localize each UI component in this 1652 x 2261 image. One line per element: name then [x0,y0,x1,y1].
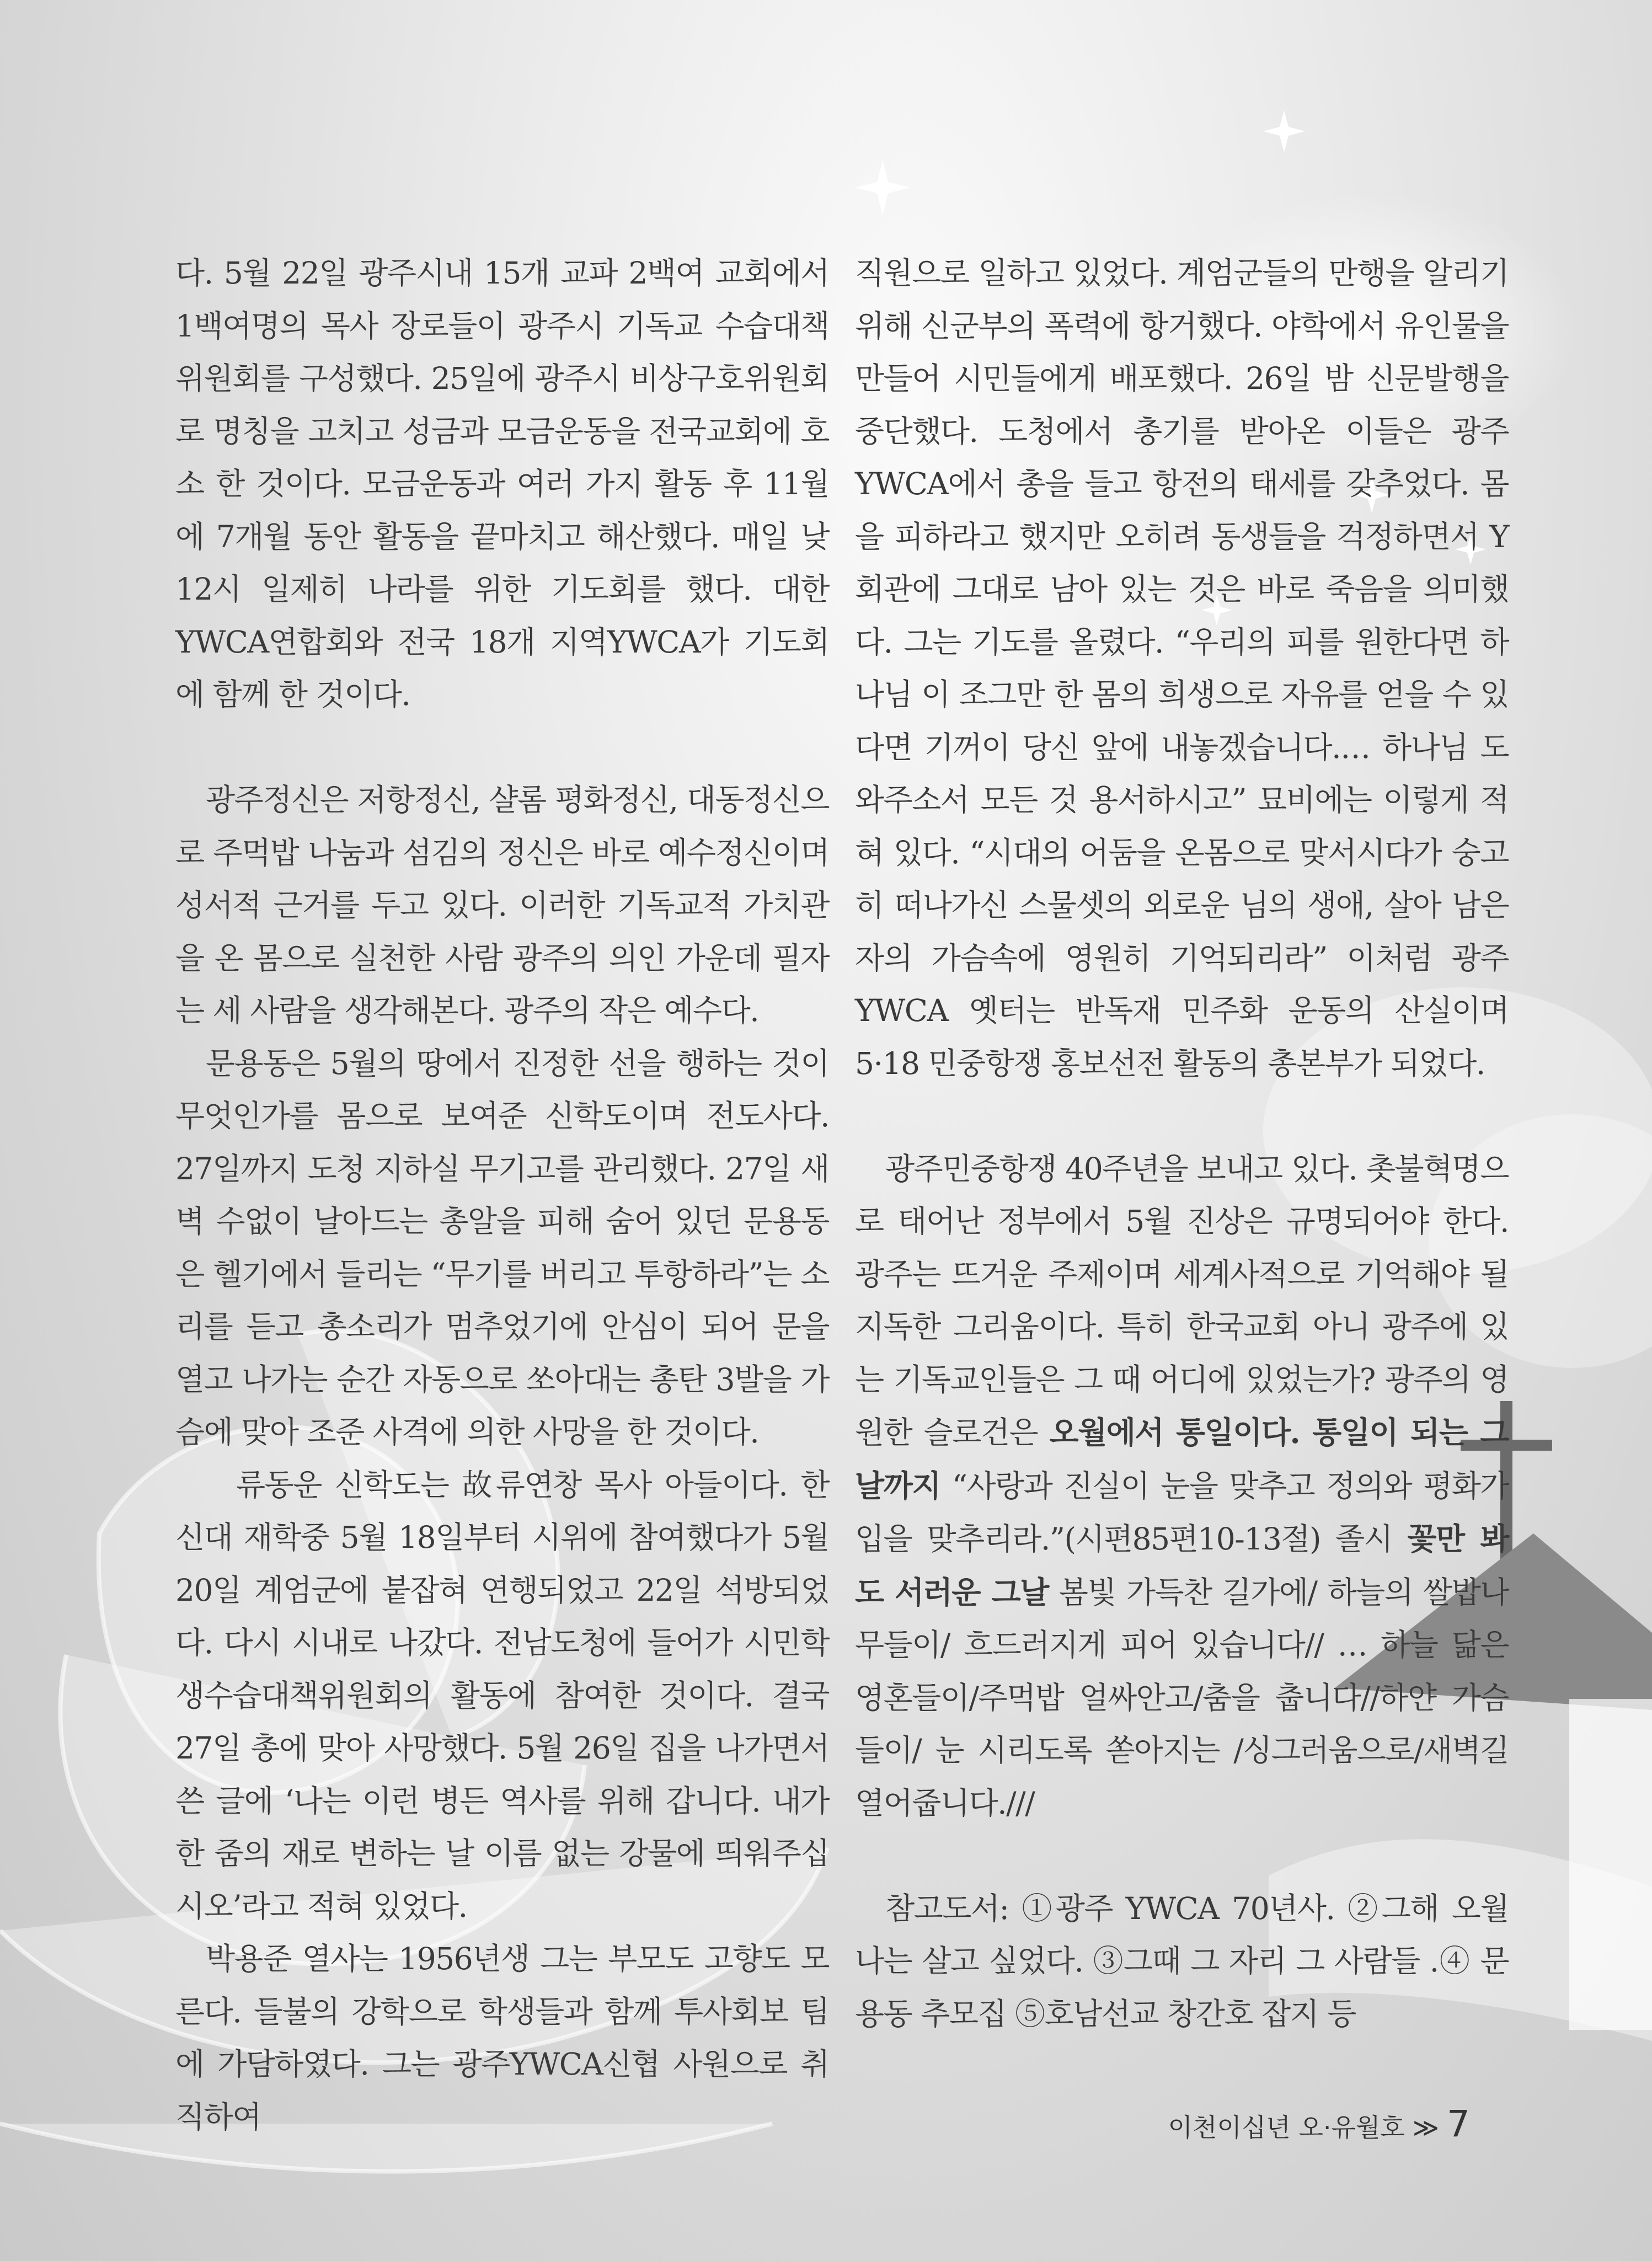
paragraph: 직원으로 일하고 있었다. 계엄군들의 만행을 알리기 위해 신군부의 폭력에 항거했다. 야학에서 유인물을 만들어 시민들에게 배포했다. 26일 밤 신문발행을 중단했다. 도청에서 총기를 받아온 이들은 광주YWCA에서 총을 들고 항전의 태세를 갖추었다. 몸을 피하라고 했지만 오히려 동생들을 걱정하면서 Y회관에 그대로 남아 있는 것은 바로 죽음을 의미했다. 그는 기도를 올렸다. “우리의 피를 원한다면 하나님 이 조그만 한 몸의 희생으로 자유를 얻을 수 있다면 기꺼이 당신 앞에 내놓겠습니다.… 하나님 도와주소서 모든 것 용서하시고” 묘비에는 이렇게 적혀 있다. “시대의 어둠을 온몸으로 맞서시다가 숭고히 떠나가신 스물셋의 외로운 님의 생애, 살아 남은자의 가슴속에 영원히 기억되리라” 이처럼 광주YWCA 옛터는 반독재 민주화 운동의 산실이며 5·18 민중항쟁 홍보선전 활동의 총본부가 되었다. [855,255,1509,1081]
paragraph: 박용준 열사는 1956년생 그는 부모도 고향도 모른다. 들불의 강학으로 학생들과 함께 투사회보 팀에 가담하였다. 그는 광주YWCA신협 사원으로 취직하여 [175,1941,829,2135]
left-column [175,247,829,2144]
double-chevron-icon: ≫ [1412,2113,1439,2142]
paragraph: 광주정신은 저항정신, 샬롬 평화정신, 대동정신으로 주먹밥 나눔과 섬김의 정신은 바로 예수정신이며 성서적 근거를 두고 있다. 이러한 기독교적 가치관을 온 몸으로 실천한 사람 광주의 의인 가운데 필자는 세 사람을 생각해본다. 광주의 작은 예수다. [175,782,829,1028]
page-number: 7 [1447,2103,1470,2145]
paragraph [855,1143,1509,1830]
references: 참고도서: ①광주 YWCA 70년사. ②그해 오월 나는 살고 싶었다. ③그때 그 자리 그 사람들 .④ 문용동 추모집 ⑤호남선교 창간호 잡지 등 [855,1890,1509,2032]
bold-slogan: 오월에서 통일이다. 통일이 되는 그 날까지 [855,1414,1509,1504]
paragraph: 문용동은 5월의 땅에서 진정한 선을 행하는 것이 무엇인가를 몸으로 보여준 신학도이며 전도사다. 27일까지 도청 지하실 무기고를 관리했다. 27일 새벽 수없이 날아드는 총알을 피해 숨어 있던 문용동은 헬기에서 들리는 “무기를 버리고 투항하라”는 소리를 듣고 총소리가 멈추었기에 안심이 되어 문을 열고 나가는 순간 자동으로 쏘아대는 총탄 3발을 가슴에 맞아 조준 사격에 의한 사망을 한 것이다. [175,1045,829,1450]
paragraph-text: 광주민중항쟁 40주년을 보내고 있다. 촛불혁명으로 태어난 정부에서 5월 진상은 규명되어야 한다. 광주는 뜨거운 주제이며 세계사적으로 기억해야 될 지독한 그리움이다. 특히 한국교회 아니 광주에 있는 기독교인들은 그 때 어디에 있었는가? 광주의 영원한 슬로건은 [855,1151,1509,1450]
paragraph: 류동운 신학도는 故류연창 목사 아들이다. 한신대 재학중 5월 18일부터 시위에 참여했다가 5월 20일 계엄군에 붙잡혀 연행되었고 22일 석방되었다. 다시 시내로 나갔다. 전남도청에 들어가 시민학생수습대책위원회의 활동에 참여한 것이다. 결국 27일 총에 맞아 사망했다. 5월 26일 집을 나가면서 쓴 글에 ‘나는 이런 병든 역사를 위해 갑니다. 내가 한 줌의 재로 변하는 날 이름 없는 강물에 띄워주십시오’라고 적혀 있었다. [175,1467,829,1924]
page-footer [1168,2103,1470,2145]
bold-poem-title: 꽃만 봐도 서러운 그날 [855,1521,1509,1610]
paragraph-text: 봄빛 가득찬 길가에/ 하늘의 쌀밥나무들이/ 흐드러지게 피어 있습니다// … 하늘 닮은 영혼들이/주먹밥 얼싸안고/춤을 춥니다//하얀 가슴들이/ 눈 시리도록 쏟아지는 /싱그러움으로/새벽길 열어줍니다./// [855,1574,1509,1821]
right-column [855,247,1509,2040]
issue-label: 이천이십년 오·유월호 [1168,2113,1405,2142]
paragraph-text: “사랑과 진실이 눈을 맞추고 정의와 평화가 입을 맞추리라.”(시편85편10-13절) 졸시 [855,1468,1509,1557]
paragraph: 다. 5월 22일 광주시내 15개 교파 2백여 교회에서 1백여명의 목사 장로들이 광주시 기독교 수습대책위원회를 구성했다. 25일에 광주시 비상구호위원회로 명칭을 고치고 성금과 모금운동을 전국교회에 호소 한 것이다. 모금운동과 여러 가지 활동 후 11월에 7개월 동안 활동을 끝마치고 해산했다. 매일 낮 12시 일제히 나라를 위한 기도회를 했다. 대한YWCA연합회와 전국 18개 지역YWCA가 기도회에 함께 한 것이다. [175,255,829,712]
